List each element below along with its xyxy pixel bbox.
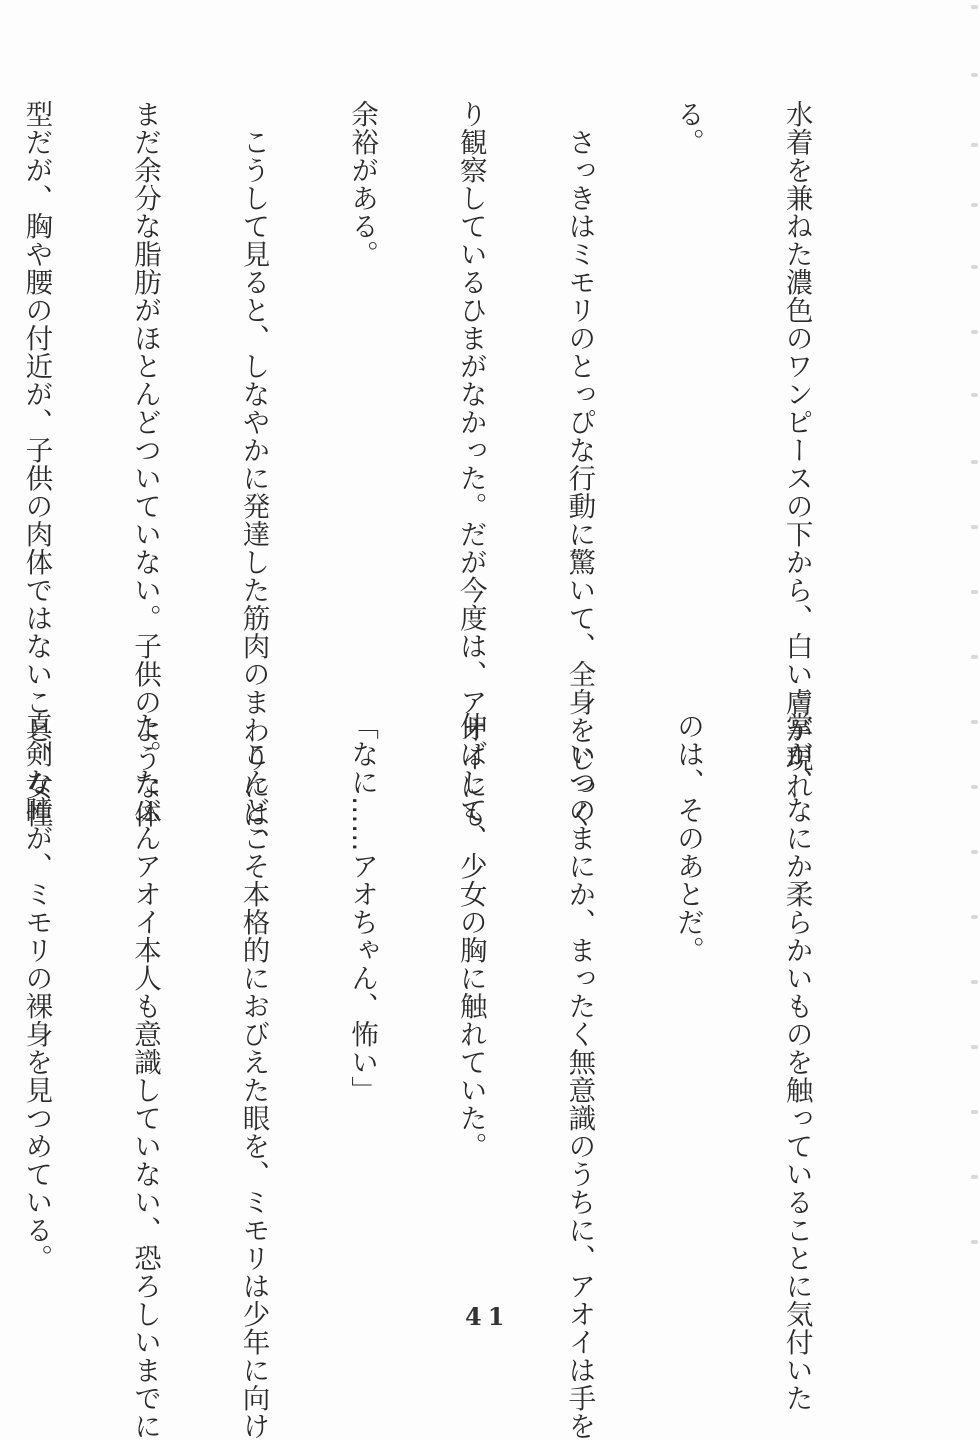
edge-mark [971, 203, 978, 207]
text-line: のは、そのあとだ。 [671, 712, 704, 964]
edge-mark [971, 720, 978, 724]
text-line: 「なに……アオちゃん、怖い」 [346, 712, 379, 1104]
edge-mark [971, 785, 978, 789]
edge-mark [971, 5, 978, 9]
text-line: 伸ばして、少女の胸に触れていた。 [454, 712, 487, 1160]
edge-mark [971, 1175, 978, 1179]
edge-mark [971, 393, 978, 397]
edge-mark [971, 460, 978, 464]
text-line: いつのまにか、まったく無意識のうちに、アオイは手を [563, 712, 596, 1440]
text-line: 掌が、なにか柔らかいものを触っていることに気付いた [780, 712, 813, 1412]
edge-mark [971, 525, 978, 529]
text-line: こんどこそ本格的におびえた眼を、ミモリは少年に向け [237, 712, 270, 1440]
edge-mark [971, 330, 978, 334]
text-line: り観察しているひまがなかった。だが今度は、アオイにも [454, 100, 487, 828]
text-line: 水着を兼ねた濃色のワンピースの下から、白い膚が現れ [780, 100, 813, 800]
text-line: 型だが、胸や腰の付近が、子供の肉体ではないこと、女性 [20, 100, 53, 828]
edge-mark [971, 73, 978, 77]
text-column-bottom [0, 712, 887, 1440]
edge-mark [971, 1110, 978, 1114]
text-line: た。たぶんアオイ本人も意識していない、恐ろしいまでに [128, 712, 161, 1440]
edge-mark [971, 265, 978, 269]
page-number: 41 [465, 1302, 511, 1331]
edge-mark [971, 1240, 978, 1244]
edge-mark [971, 915, 978, 919]
text-line: る。 [671, 100, 704, 156]
text-line: こうして見ると、しなやかに発達した筋肉のまわりには、 [237, 100, 270, 856]
text-line: 余裕がある。 [346, 100, 379, 268]
text-line: まだ余分な脂肪がほとんどついていない。子供のような体 [128, 100, 161, 828]
edge-mark [971, 980, 978, 984]
edge-mark [971, 850, 978, 854]
binding-edge-marks [968, 0, 980, 1391]
edge-mark [971, 655, 978, 659]
edge-mark [971, 143, 978, 147]
text-line: さっきはミモリのとっぴな行動に驚いて、全身をじっく [563, 100, 596, 828]
edge-mark [971, 590, 978, 594]
edge-mark [971, 1045, 978, 1049]
text-line: 真剣な瞳が、ミモリの裸身を見つめている。 [20, 712, 53, 1272]
